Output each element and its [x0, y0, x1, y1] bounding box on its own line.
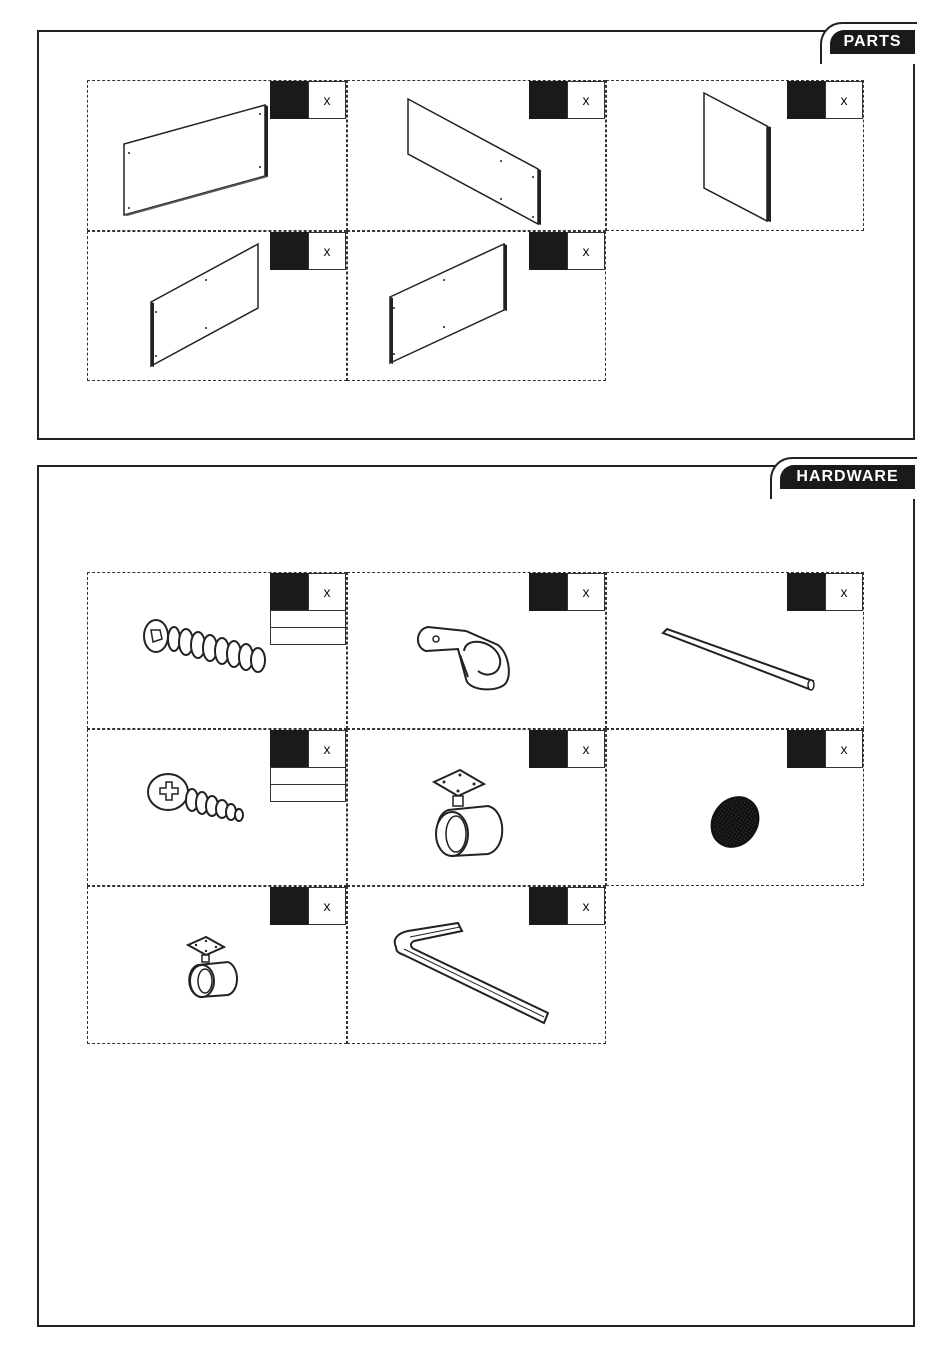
parts-tab: PARTS [830, 30, 915, 54]
qty-badge [529, 81, 605, 119]
qty-badge [529, 573, 605, 611]
qty-badge [270, 232, 346, 270]
qty-badge [787, 730, 863, 768]
qty-badge [529, 232, 605, 270]
qty-badge [529, 887, 605, 925]
qty-x: x [308, 81, 346, 119]
part-cell-3 [606, 80, 864, 231]
hardware-cell-8 [347, 886, 606, 1044]
hardware-cell-6 [606, 729, 864, 886]
spec-box [270, 627, 346, 645]
part-cell-5 [347, 231, 606, 381]
qty-badge [270, 887, 346, 925]
qty-x: x [308, 232, 346, 270]
hardware-label-box [270, 887, 308, 925]
hardware-cell-4 [87, 729, 347, 886]
qty-badge [270, 573, 346, 611]
qty-badge [529, 730, 605, 768]
hardware-cell-1 [87, 572, 347, 729]
part-label-box [270, 232, 308, 270]
hardware-label-box [529, 573, 567, 611]
qty-x: x [567, 573, 605, 611]
qty-x: x [567, 81, 605, 119]
part-cell-1 [87, 80, 347, 231]
hardware-label-box [270, 730, 308, 768]
spec-box [270, 610, 346, 628]
spec-box [270, 767, 346, 785]
hardware-cell-2 [347, 572, 606, 729]
qty-x: x [567, 730, 605, 768]
qty-x: x [567, 232, 605, 270]
qty-x: x [825, 81, 863, 119]
qty-badge [787, 573, 863, 611]
hardware-label-box [787, 573, 825, 611]
part-label-box [529, 232, 567, 270]
part-label-box [529, 81, 567, 119]
spec-box [270, 784, 346, 802]
hardware-cell-7 [87, 886, 347, 1044]
qty-x: x [825, 573, 863, 611]
hardware-cell-3 [606, 572, 864, 729]
hardware-tab: HARDWARE [780, 465, 915, 489]
qty-x: x [308, 887, 346, 925]
qty-x: x [308, 730, 346, 768]
hardware-cell-5 [347, 729, 606, 886]
part-label-box [270, 81, 308, 119]
hardware-label-box [529, 730, 567, 768]
qty-x: x [308, 573, 346, 611]
hardware-label-box [787, 730, 825, 768]
qty-badge [787, 81, 863, 119]
part-label-box [787, 81, 825, 119]
qty-badge [270, 730, 346, 768]
part-cell-2 [347, 80, 606, 231]
qty-x: x [825, 730, 863, 768]
qty-x: x [567, 887, 605, 925]
hardware-label-box [270, 573, 308, 611]
part-cell-4 [87, 231, 347, 381]
hardware-label-box [529, 887, 567, 925]
qty-badge [270, 81, 346, 119]
